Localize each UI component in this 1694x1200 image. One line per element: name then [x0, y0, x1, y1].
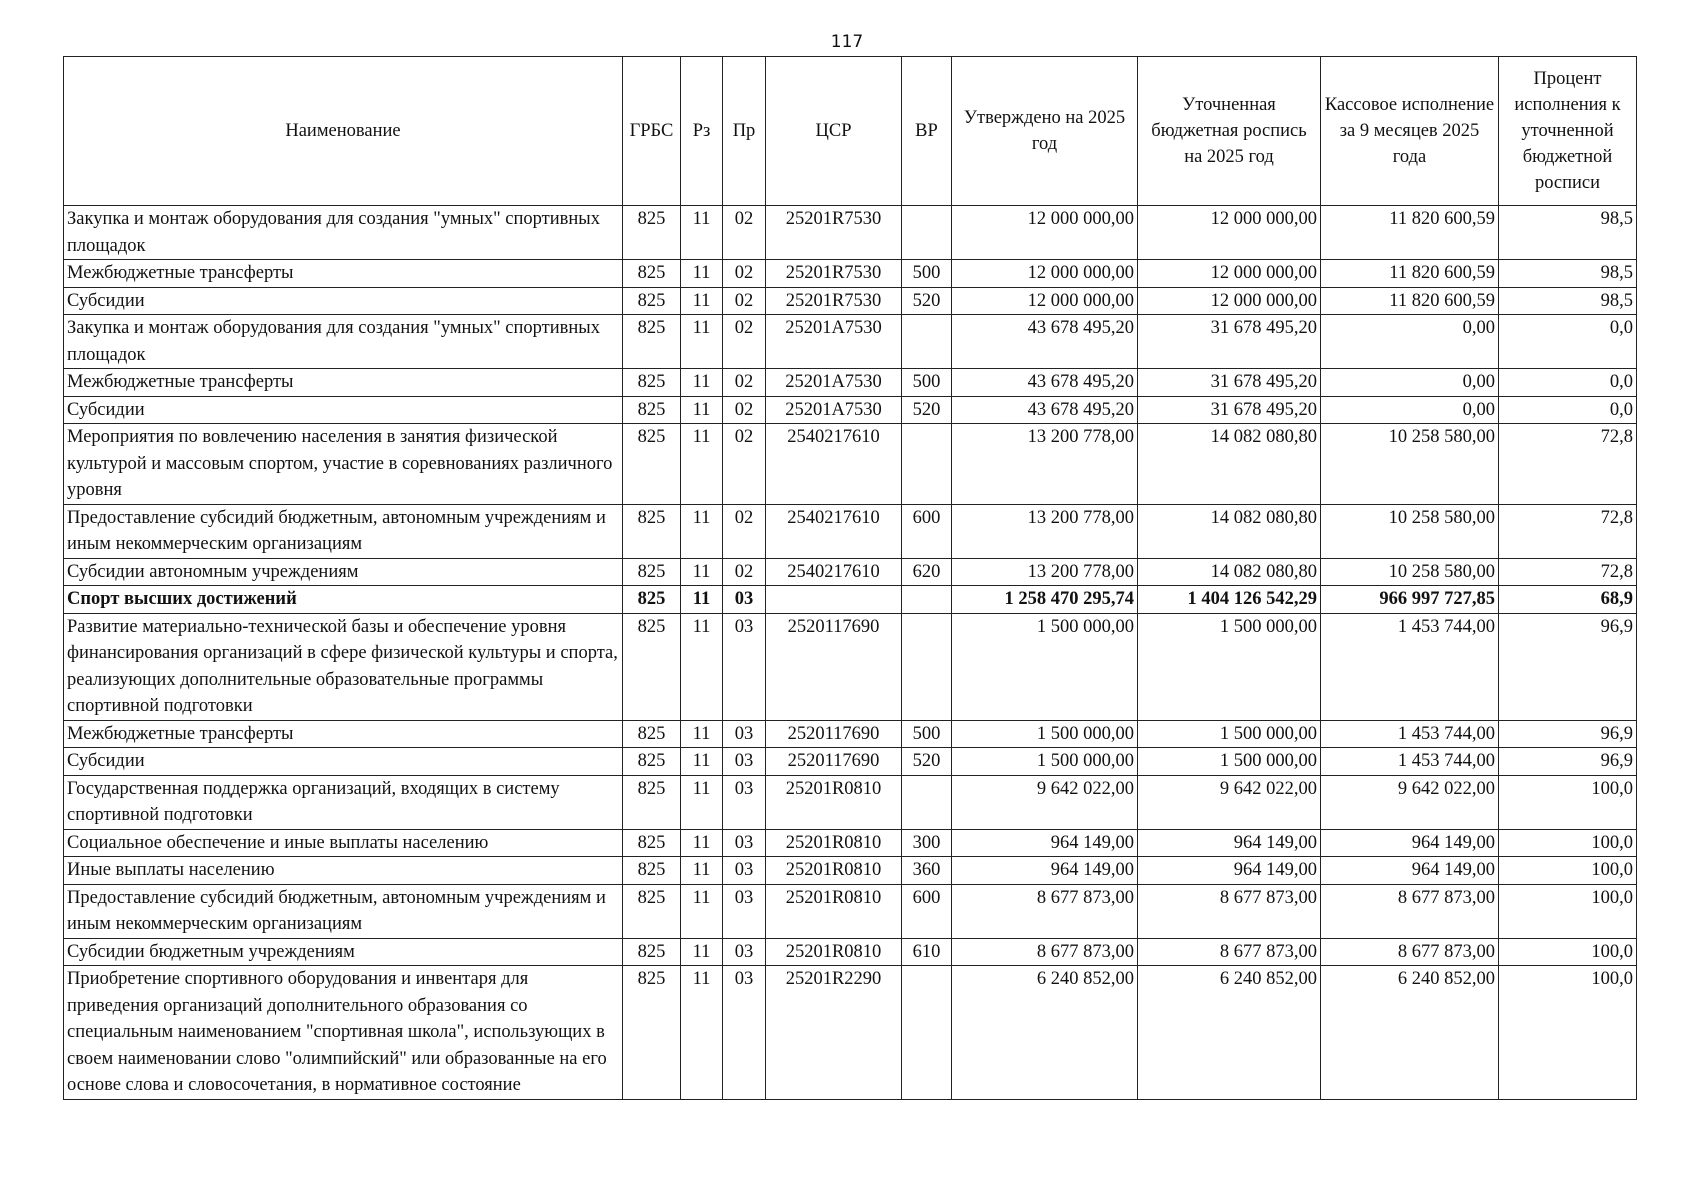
cell-cash: 1 453 744,00 [1321, 748, 1499, 776]
cell-pr: 02 [723, 287, 766, 315]
cell-pr: 02 [723, 315, 766, 369]
page-number: 117 [830, 32, 864, 52]
cell-pr: 03 [723, 748, 766, 776]
cell-approved: 1 500 000,00 [952, 748, 1138, 776]
cell-vr: 610 [902, 938, 952, 966]
cell-cash: 10 258 580,00 [1321, 504, 1499, 558]
cell-vr: 300 [902, 829, 952, 857]
cell-specified: 14 082 080,80 [1138, 504, 1321, 558]
cell-approved: 13 200 778,00 [952, 424, 1138, 505]
cell-name: Субсидии бюджетным учреждениям [64, 938, 623, 966]
cell-csr: 25201R0810 [766, 775, 902, 829]
cell-grbs: 825 [623, 775, 681, 829]
cell-vr [902, 775, 952, 829]
table-row [64, 966, 1637, 1100]
cell-grbs: 825 [623, 315, 681, 369]
cell-specified: 14 082 080,80 [1138, 424, 1321, 505]
cell-name: Субсидии автономным учреждениям [64, 558, 623, 586]
cell-name: Субсидии [64, 287, 623, 315]
cell-grbs: 825 [623, 829, 681, 857]
cell-rz: 11 [681, 558, 723, 586]
cell-name: Государственная поддержка организаций, входящих в систему спортивной подготовки [64, 775, 623, 829]
cell-grbs: 825 [623, 504, 681, 558]
cell-name: Межбюджетные трансферты [64, 720, 623, 748]
cell-vr: 620 [902, 558, 952, 586]
table-body [64, 206, 1637, 1100]
table-row [64, 829, 1637, 857]
cell-csr: 2520117690 [766, 613, 902, 720]
cell-percent: 96,9 [1499, 720, 1637, 748]
cell-csr [766, 586, 902, 614]
cell-vr: 500 [902, 369, 952, 397]
cell-vr: 600 [902, 884, 952, 938]
header-row [64, 57, 1637, 206]
cell-specified: 31 678 495,20 [1138, 396, 1321, 424]
cell-rz: 11 [681, 315, 723, 369]
cell-vr [902, 966, 952, 1100]
header-pr: Пр [723, 57, 766, 206]
cell-approved: 13 200 778,00 [952, 558, 1138, 586]
cell-specified: 12 000 000,00 [1138, 260, 1321, 288]
cell-vr: 360 [902, 857, 952, 885]
cell-csr: 25201R7530 [766, 260, 902, 288]
cell-cash: 1 453 744,00 [1321, 613, 1499, 720]
cell-grbs: 825 [623, 260, 681, 288]
cell-grbs: 825 [623, 884, 681, 938]
cell-specified: 6 240 852,00 [1138, 966, 1321, 1100]
cell-specified: 31 678 495,20 [1138, 315, 1321, 369]
cell-name: Развитие материально-технической базы и обеспечение уровня финансирования организаций в сфере физической культуры и спорта, реализующих дополнительные образовательные программы спортивной подготовки [64, 613, 623, 720]
cell-vr [902, 613, 952, 720]
cell-approved: 12 000 000,00 [952, 206, 1138, 260]
cell-rz: 11 [681, 829, 723, 857]
cell-rz: 11 [681, 938, 723, 966]
cell-percent: 68,9 [1499, 586, 1637, 614]
cell-approved: 9 642 022,00 [952, 775, 1138, 829]
cell-pr: 02 [723, 206, 766, 260]
cell-grbs: 825 [623, 720, 681, 748]
cell-pr: 03 [723, 586, 766, 614]
cell-vr: 520 [902, 748, 952, 776]
cell-cash: 10 258 580,00 [1321, 558, 1499, 586]
cell-percent: 100,0 [1499, 966, 1637, 1100]
cell-cash: 1 453 744,00 [1321, 720, 1499, 748]
table-header [64, 57, 1637, 206]
cell-rz: 11 [681, 613, 723, 720]
cell-approved: 12 000 000,00 [952, 287, 1138, 315]
cell-approved: 964 149,00 [952, 829, 1138, 857]
cell-specified: 12 000 000,00 [1138, 206, 1321, 260]
cell-rz: 11 [681, 720, 723, 748]
cell-rz: 11 [681, 260, 723, 288]
cell-specified: 1 500 000,00 [1138, 720, 1321, 748]
table-row [64, 558, 1637, 586]
cell-csr: 2540217610 [766, 504, 902, 558]
cell-percent: 0,0 [1499, 315, 1637, 369]
cell-rz: 11 [681, 369, 723, 397]
header-specified: Уточненная бюджетная роспись на 2025 год [1138, 57, 1321, 206]
table-row [64, 857, 1637, 885]
cell-cash: 964 149,00 [1321, 857, 1499, 885]
cell-approved: 43 678 495,20 [952, 396, 1138, 424]
cell-pr: 02 [723, 369, 766, 397]
cell-specified: 964 149,00 [1138, 829, 1321, 857]
cell-name: Субсидии [64, 396, 623, 424]
cell-csr: 25201R2290 [766, 966, 902, 1100]
cell-grbs: 825 [623, 558, 681, 586]
cell-rz: 11 [681, 424, 723, 505]
cell-pr: 02 [723, 424, 766, 505]
cell-cash: 6 240 852,00 [1321, 966, 1499, 1100]
table-row [64, 938, 1637, 966]
table-row [64, 206, 1637, 260]
header-approved: Утверждено на 2025 год [952, 57, 1138, 206]
cell-rz: 11 [681, 966, 723, 1100]
cell-approved: 8 677 873,00 [952, 884, 1138, 938]
cell-name: Приобретение спортивного оборудования и инвентаря для приведения организаций дополнительного образования со специальным наименованием "спортивная школа", использующих в своем наименовании слово "олимпийский" или образованные на его основе слова и словосочетания, в нормативное состояние [64, 966, 623, 1100]
cell-percent: 98,5 [1499, 206, 1637, 260]
cell-specified: 14 082 080,80 [1138, 558, 1321, 586]
cell-rz: 11 [681, 396, 723, 424]
cell-grbs: 825 [623, 857, 681, 885]
cell-percent: 96,9 [1499, 613, 1637, 720]
cell-name: Спорт высших достижений [64, 586, 623, 614]
header-percent: Процент исполнения к уточненной бюджетной росписи [1499, 57, 1637, 206]
cell-cash: 0,00 [1321, 396, 1499, 424]
table-row [64, 613, 1637, 720]
cell-specified: 1 500 000,00 [1138, 613, 1321, 720]
cell-specified: 1 500 000,00 [1138, 748, 1321, 776]
cell-approved: 1 258 470 295,74 [952, 586, 1138, 614]
cell-approved: 13 200 778,00 [952, 504, 1138, 558]
table-row [64, 287, 1637, 315]
cell-approved: 1 500 000,00 [952, 720, 1138, 748]
table-row [64, 586, 1637, 614]
cell-percent: 72,8 [1499, 424, 1637, 505]
cell-grbs: 825 [623, 966, 681, 1100]
cell-rz: 11 [681, 206, 723, 260]
cell-specified: 31 678 495,20 [1138, 369, 1321, 397]
cell-name: Иные выплаты населению [64, 857, 623, 885]
table-row [64, 315, 1637, 369]
cell-csr: 25201R7530 [766, 206, 902, 260]
table-row [64, 775, 1637, 829]
cell-grbs: 825 [623, 396, 681, 424]
cell-approved: 43 678 495,20 [952, 315, 1138, 369]
cell-grbs: 825 [623, 287, 681, 315]
header-grbs: ГРБС [623, 57, 681, 206]
cell-cash: 11 820 600,59 [1321, 260, 1499, 288]
cell-percent: 0,0 [1499, 369, 1637, 397]
budget-table [63, 56, 1637, 1100]
cell-csr: 25201R7530 [766, 287, 902, 315]
cell-approved: 8 677 873,00 [952, 938, 1138, 966]
table-row [64, 884, 1637, 938]
cell-percent: 100,0 [1499, 938, 1637, 966]
cell-grbs: 825 [623, 613, 681, 720]
cell-percent: 0,0 [1499, 396, 1637, 424]
cell-pr: 02 [723, 396, 766, 424]
cell-pr: 02 [723, 260, 766, 288]
cell-pr: 03 [723, 829, 766, 857]
cell-approved: 1 500 000,00 [952, 613, 1138, 720]
cell-approved: 6 240 852,00 [952, 966, 1138, 1100]
cell-pr: 02 [723, 504, 766, 558]
cell-csr: 2540217610 [766, 424, 902, 505]
cell-name: Предоставление субсидий бюджетным, автономным учреждениям и иным некоммерческим организациям [64, 884, 623, 938]
table-row [64, 369, 1637, 397]
cell-grbs: 825 [623, 424, 681, 505]
cell-name: Субсидии [64, 748, 623, 776]
cell-csr: 25201A7530 [766, 396, 902, 424]
header-csr: ЦСР [766, 57, 902, 206]
cell-approved: 43 678 495,20 [952, 369, 1138, 397]
cell-percent: 98,5 [1499, 260, 1637, 288]
cell-cash: 0,00 [1321, 369, 1499, 397]
cell-vr: 500 [902, 720, 952, 748]
cell-specified: 964 149,00 [1138, 857, 1321, 885]
cell-vr: 500 [902, 260, 952, 288]
cell-cash: 964 149,00 [1321, 829, 1499, 857]
cell-rz: 11 [681, 775, 723, 829]
cell-grbs: 825 [623, 748, 681, 776]
cell-rz: 11 [681, 884, 723, 938]
table-row [64, 504, 1637, 558]
table-row [64, 424, 1637, 505]
header-name: Наименование [64, 57, 623, 206]
cell-cash: 10 258 580,00 [1321, 424, 1499, 505]
cell-csr: 2540217610 [766, 558, 902, 586]
cell-csr: 25201A7530 [766, 369, 902, 397]
cell-percent: 96,9 [1499, 748, 1637, 776]
cell-cash: 0,00 [1321, 315, 1499, 369]
cell-specified: 9 642 022,00 [1138, 775, 1321, 829]
cell-csr: 25201R0810 [766, 938, 902, 966]
header-cash: Кассовое исполнение за 9 месяцев 2025 года [1321, 57, 1499, 206]
table-row [64, 396, 1637, 424]
cell-name: Социальное обеспечение и иные выплаты населению [64, 829, 623, 857]
cell-pr: 03 [723, 775, 766, 829]
cell-grbs: 825 [623, 586, 681, 614]
cell-name: Мероприятия по вовлечению населения в занятия физической культурой и массовым спортом, участие в соревнованиях различного уровня [64, 424, 623, 505]
cell-csr: 25201R0810 [766, 857, 902, 885]
cell-grbs: 825 [623, 938, 681, 966]
cell-pr: 02 [723, 558, 766, 586]
cell-name: Межбюджетные трансферты [64, 260, 623, 288]
cell-vr [902, 206, 952, 260]
cell-name: Межбюджетные трансферты [64, 369, 623, 397]
cell-vr: 600 [902, 504, 952, 558]
cell-grbs: 825 [623, 369, 681, 397]
cell-grbs: 825 [623, 206, 681, 260]
cell-csr: 25201R0810 [766, 829, 902, 857]
cell-cash: 11 820 600,59 [1321, 206, 1499, 260]
cell-vr [902, 424, 952, 505]
cell-cash: 8 677 873,00 [1321, 884, 1499, 938]
table-row [64, 260, 1637, 288]
cell-rz: 11 [681, 287, 723, 315]
cell-pr: 03 [723, 966, 766, 1100]
cell-rz: 11 [681, 857, 723, 885]
cell-percent: 100,0 [1499, 884, 1637, 938]
cell-specified: 8 677 873,00 [1138, 884, 1321, 938]
cell-specified: 1 404 126 542,29 [1138, 586, 1321, 614]
cell-rz: 11 [681, 504, 723, 558]
cell-vr: 520 [902, 287, 952, 315]
cell-vr [902, 315, 952, 369]
cell-pr: 03 [723, 720, 766, 748]
cell-name: Предоставление субсидий бюджетным, автономным учреждениям и иным некоммерческим организациям [64, 504, 623, 558]
header-vr: ВР [902, 57, 952, 206]
cell-rz: 11 [681, 586, 723, 614]
cell-specified: 8 677 873,00 [1138, 938, 1321, 966]
cell-csr: 2520117690 [766, 748, 902, 776]
cell-csr: 25201R0810 [766, 884, 902, 938]
table-row [64, 748, 1637, 776]
cell-cash: 8 677 873,00 [1321, 938, 1499, 966]
cell-pr: 03 [723, 938, 766, 966]
cell-percent: 100,0 [1499, 857, 1637, 885]
cell-approved: 12 000 000,00 [952, 260, 1138, 288]
cell-pr: 03 [723, 857, 766, 885]
cell-csr: 2520117690 [766, 720, 902, 748]
cell-percent: 72,8 [1499, 558, 1637, 586]
cell-pr: 03 [723, 613, 766, 720]
table-row [64, 720, 1637, 748]
cell-vr [902, 586, 952, 614]
cell-specified: 12 000 000,00 [1138, 287, 1321, 315]
cell-csr: 25201A7530 [766, 315, 902, 369]
cell-cash: 9 642 022,00 [1321, 775, 1499, 829]
cell-pr: 03 [723, 884, 766, 938]
cell-approved: 964 149,00 [952, 857, 1138, 885]
cell-cash: 11 820 600,59 [1321, 287, 1499, 315]
cell-percent: 72,8 [1499, 504, 1637, 558]
cell-percent: 100,0 [1499, 829, 1637, 857]
header-rz: Рз [681, 57, 723, 206]
cell-rz: 11 [681, 748, 723, 776]
cell-vr: 520 [902, 396, 952, 424]
cell-name: Закупка и монтаж оборудования для создания "умных" спортивных площадок [64, 206, 623, 260]
cell-percent: 98,5 [1499, 287, 1637, 315]
cell-percent: 100,0 [1499, 775, 1637, 829]
cell-name: Закупка и монтаж оборудования для создания "умных" спортивных площадок [64, 315, 623, 369]
cell-cash: 966 997 727,85 [1321, 586, 1499, 614]
